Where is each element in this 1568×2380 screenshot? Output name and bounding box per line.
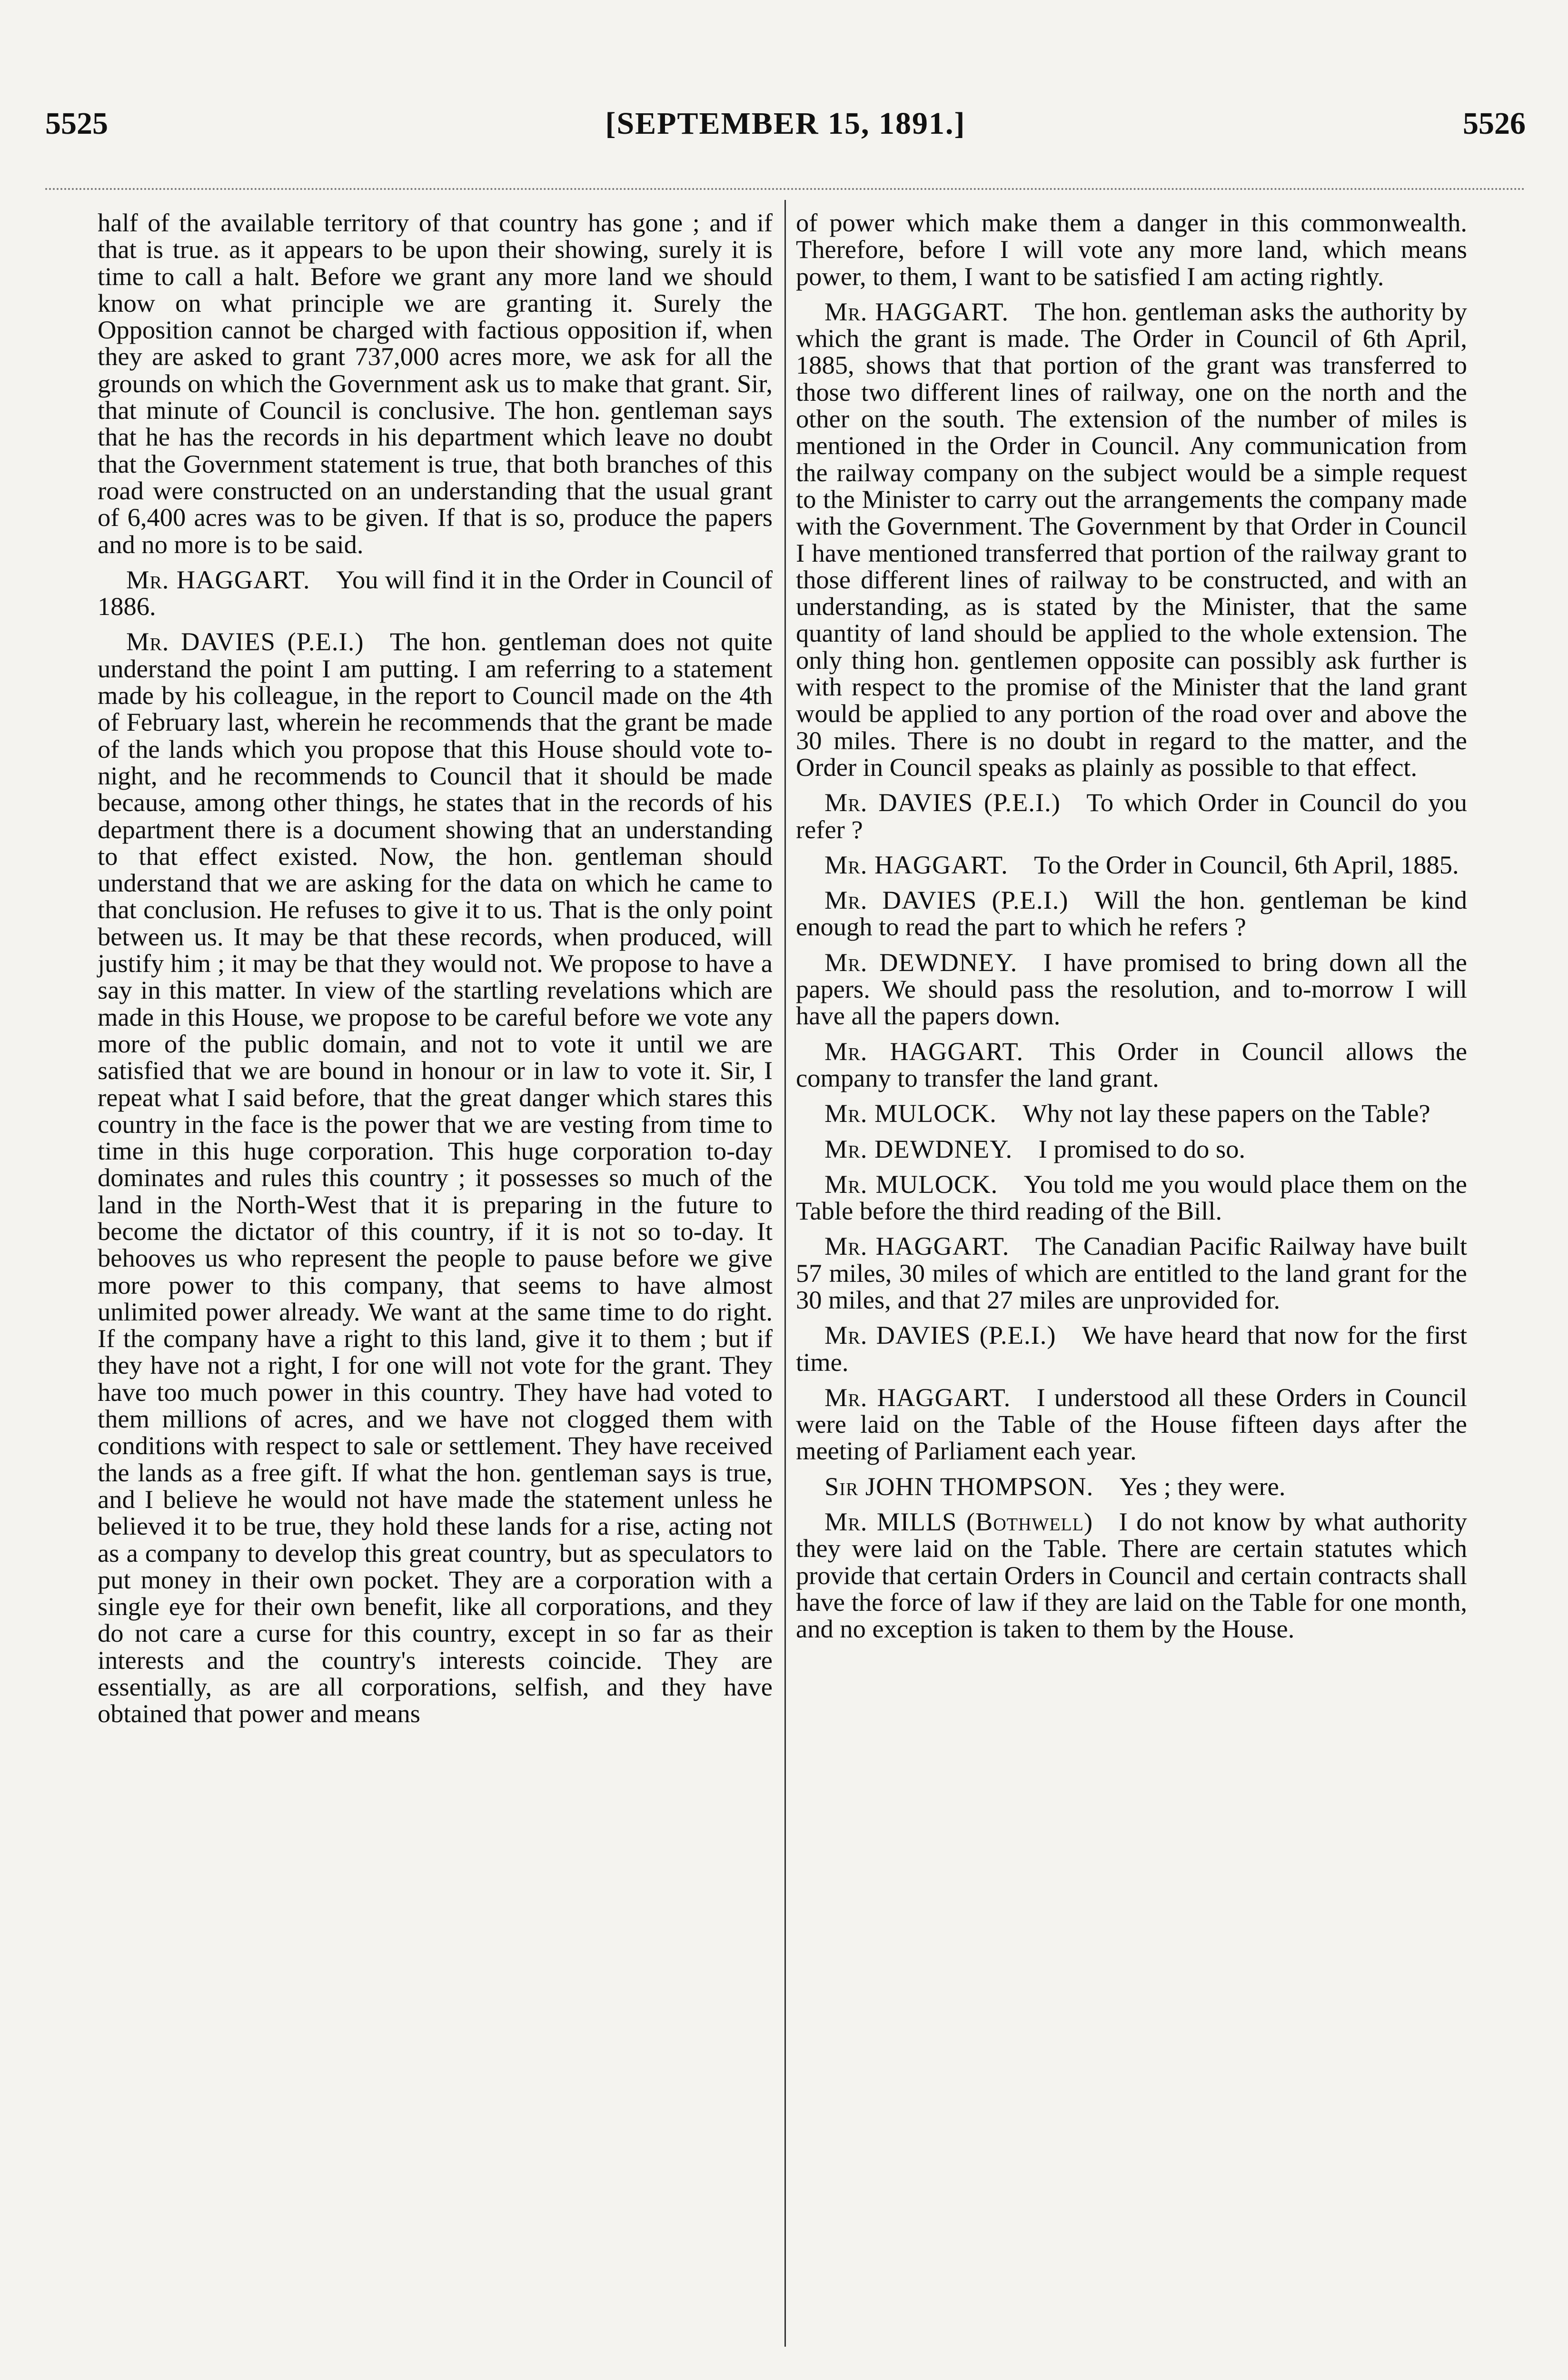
speaker-name: Mr. HAGGART. [824, 1231, 1010, 1261]
speaker-name: Mr. DAVIES (P.E.I.) [824, 1320, 1056, 1350]
paragraph [796, 1233, 1467, 1313]
paragraph [796, 1508, 1467, 1642]
paragraph [796, 298, 1467, 781]
speech-text: The hon. gentleman does not quite understand the point I am putting. I am referring to a statement made by his colleague, in the report to Council made on the 4th of February last, wherein he recommends that the grant be made of the lands which you propose that this House should vote to-night, and he recommends to Council that it should be made because, among other things, he states that in the records of his department there is a document showing that an understanding to that effect existed. Now, the hon. gentleman should understand that we are asking for the data on which he came to that conclusion. He refuses to give it to us. That is the only point between us. It may be that these records, when produced, will justify him ; it may be that they would not. We propose to have a say in this matter. In view of the startling revelations which are made in this House, we propose to be careful before we vote any more of the public domain, and not to vote it until we are satisfied that we are bound in honour or in law to vote it. Sir, I repeat what I said before, that the great danger which stares this country in the face is the power that we are vesting from time to time in this huge corporation. This huge corporation to-day dominates and rules this country ; it possesses so much of the land in the North-West that it is preparing in the future to become the dictator of this country, if it is not so to-day. It behooves us who represent the people to pause before we give more power to this company, that seems to have almost unlimited power already. We want at the same time to do right. If the company have a right to this land, give it to them ; but if they have not a right, I for one will not vote for the grant. They have too much power in this country. They have had voted to them millions of acres, and we have not clogged them with conditions with respect to sale or settlement. They have received the lands as a free gift. If what the hon. gentleman says is true, and I believe he would not have made the statement unless he believed it to be true, they hold these lands for a rise, acting not as a company to develop this great country, but as speculators to put money in their own pocket. They are a corporation with a single eye for their own benefit, like all corporations, and they do not care a curse for this country, except in so far as their interests and the country's interests coincide. They are essentially, as are all corporations, selfish, and they have obtained that power and means [98, 627, 773, 1728]
header-rule [45, 188, 1526, 190]
paragraph [796, 1384, 1467, 1465]
speech-text: You will find it in the Order in Council of 1886. [98, 565, 773, 621]
paragraph [796, 1473, 1467, 1500]
paragraph [98, 209, 773, 558]
speaker-name: Mr. MULOCK. [824, 1169, 998, 1199]
speech-text: This Order in Council allows the company to transfer the land grant. [796, 1036, 1468, 1092]
paragraph [796, 1322, 1467, 1376]
paragraph [796, 1100, 1467, 1127]
speech-text: Why not lay these papers on the Table? [1022, 1099, 1430, 1128]
page-number-left: 5525 [45, 106, 108, 141]
speech-text: I do not know by what authority they were laid on the Table. There are certain statutes which provide that certain Orders in Council and certain contracts shall have the force of law if they are laid on the Table for one month, and no exception is taken to them by the House. [796, 1507, 1467, 1644]
speaker-name: Mr. DEWDNEY. [824, 947, 1018, 977]
speech-text: To the Order in Council, 6th April, 1885. [1034, 850, 1459, 879]
page-number-right: 5526 [1463, 106, 1526, 141]
paragraph [796, 1038, 1467, 1092]
speaker-name: Mr. MULOCK. [824, 1099, 997, 1128]
speech-text: The Canadian Pacific Railway have built 57 miles, 30 miles of which are entitled to the land grant for the 30 miles, and that 27 miles are unprovided for. [796, 1231, 1467, 1314]
page-date: [SEPTEMBER 15, 1891.] [605, 106, 966, 141]
paragraph [796, 789, 1467, 843]
speaker-name: Mr. HAGGART. [824, 1036, 1024, 1066]
paragraph [796, 887, 1467, 941]
speaker-name: Mr. HAGGART. [824, 1382, 1011, 1412]
paragraph [98, 566, 773, 620]
speech-text: You told me you would place them on the Table before the third reading of the Bill. [796, 1169, 1467, 1226]
speaker-name: Mr. HAGGART. [824, 297, 1009, 326]
paragraph [98, 628, 773, 1727]
paragraph [796, 1136, 1467, 1162]
paragraph [796, 1171, 1467, 1225]
speaker-name: Mr. HAGGART. [126, 565, 310, 594]
speaker-name: Mr. DAVIES (P.E.I.) [824, 788, 1061, 817]
speech-text: I understood all these Orders in Council were laid on the Table of the House fifteen days after the meeting of Parliament each year. [796, 1382, 1467, 1466]
speaker-name: Mr. MILLS (Bothwell) [824, 1507, 1093, 1537]
left-column [98, 209, 773, 1736]
paragraph [796, 852, 1467, 878]
speech-text: Yes ; they were. [1119, 1471, 1286, 1501]
right-column [796, 209, 1467, 1651]
column-divider [784, 200, 786, 2347]
speech-text: To which Order in Council do you refer ? [796, 788, 1467, 844]
speech-text: Will the hon. gentleman be kind enough to read the part to which he refers ? [796, 885, 1467, 942]
speech-text: The hon. gentleman asks the authority by which the grant is made. The Order in Council of 6th April, 1885, shows that that portion of the grant was transferred to those two different lines of railway, one on the north and the other on the south. The extension of the number of miles is mentioned in the Order in Council. Any communication from the railway company on the subject would be a simple request to the Minister to carry out the arrangements the company made with the Government. The Government by that Order in Council I have mentioned transferred that portion of the railway grant to those different lines of railway to be constructed, and with an understanding, as is stated by the Minister, that the same quantity of land should be applied to the whole extension. The only thing hon. gentlemen opposite can possibly ask further is with respect to the promise of the Minister that the land grant would be applied to any portion of the road over and above the 30 miles. There is no doubt in regard to the matter, and the Order in Council speaks as plainly as possible to that effect. [796, 297, 1467, 782]
speech-text: I have promised to bring down all the papers. We should pass the resolution, and to-morrow I will have all the papers down. [796, 947, 1467, 1031]
speaker-name: Mr. DAVIES (P.E.I.) [126, 627, 364, 656]
speaker-name: Mr. HAGGART. [824, 850, 1008, 879]
page-header [45, 102, 1526, 145]
speaker-name: Mr. DEWDNEY. [824, 1134, 1013, 1163]
speech-text: I promised to do so. [1038, 1134, 1246, 1163]
speech-text: half of the available territory of that country has gone ; and if that is true. as it appears to be upon their showing, surely it is time to call a halt. Before we grant any more land we should know on what principle we are granting it. Surely the Opposition cannot be charged with factious opposition if, when they are asked to grant 737,000 acres more, we ask for all the grounds on which the Government ask us to make that grant. Sir, that minute of Council is conclusive. The hon. gentleman says that he has the records in his department which leave no doubt that the Government statement is true, that both branches of this road were constructed on an understanding that the usual grant of 6,400 acres was to be given. If that is so, produce the papers and no more is to be said. [98, 208, 773, 559]
speaker-name: Sir JOHN THOMPSON. [824, 1471, 1094, 1501]
speech-text: We have heard that now for the first time. [796, 1320, 1467, 1377]
speech-text: of power which make them a danger in this commonwealth. Therefore, before I will vote any more land, which means power, to them, I want to be satisfied I am acting rightly. [796, 208, 1467, 291]
paragraph [796, 949, 1467, 1030]
paragraph [796, 209, 1467, 290]
speaker-name: Mr. DAVIES (P.E.I.) [824, 885, 1069, 915]
